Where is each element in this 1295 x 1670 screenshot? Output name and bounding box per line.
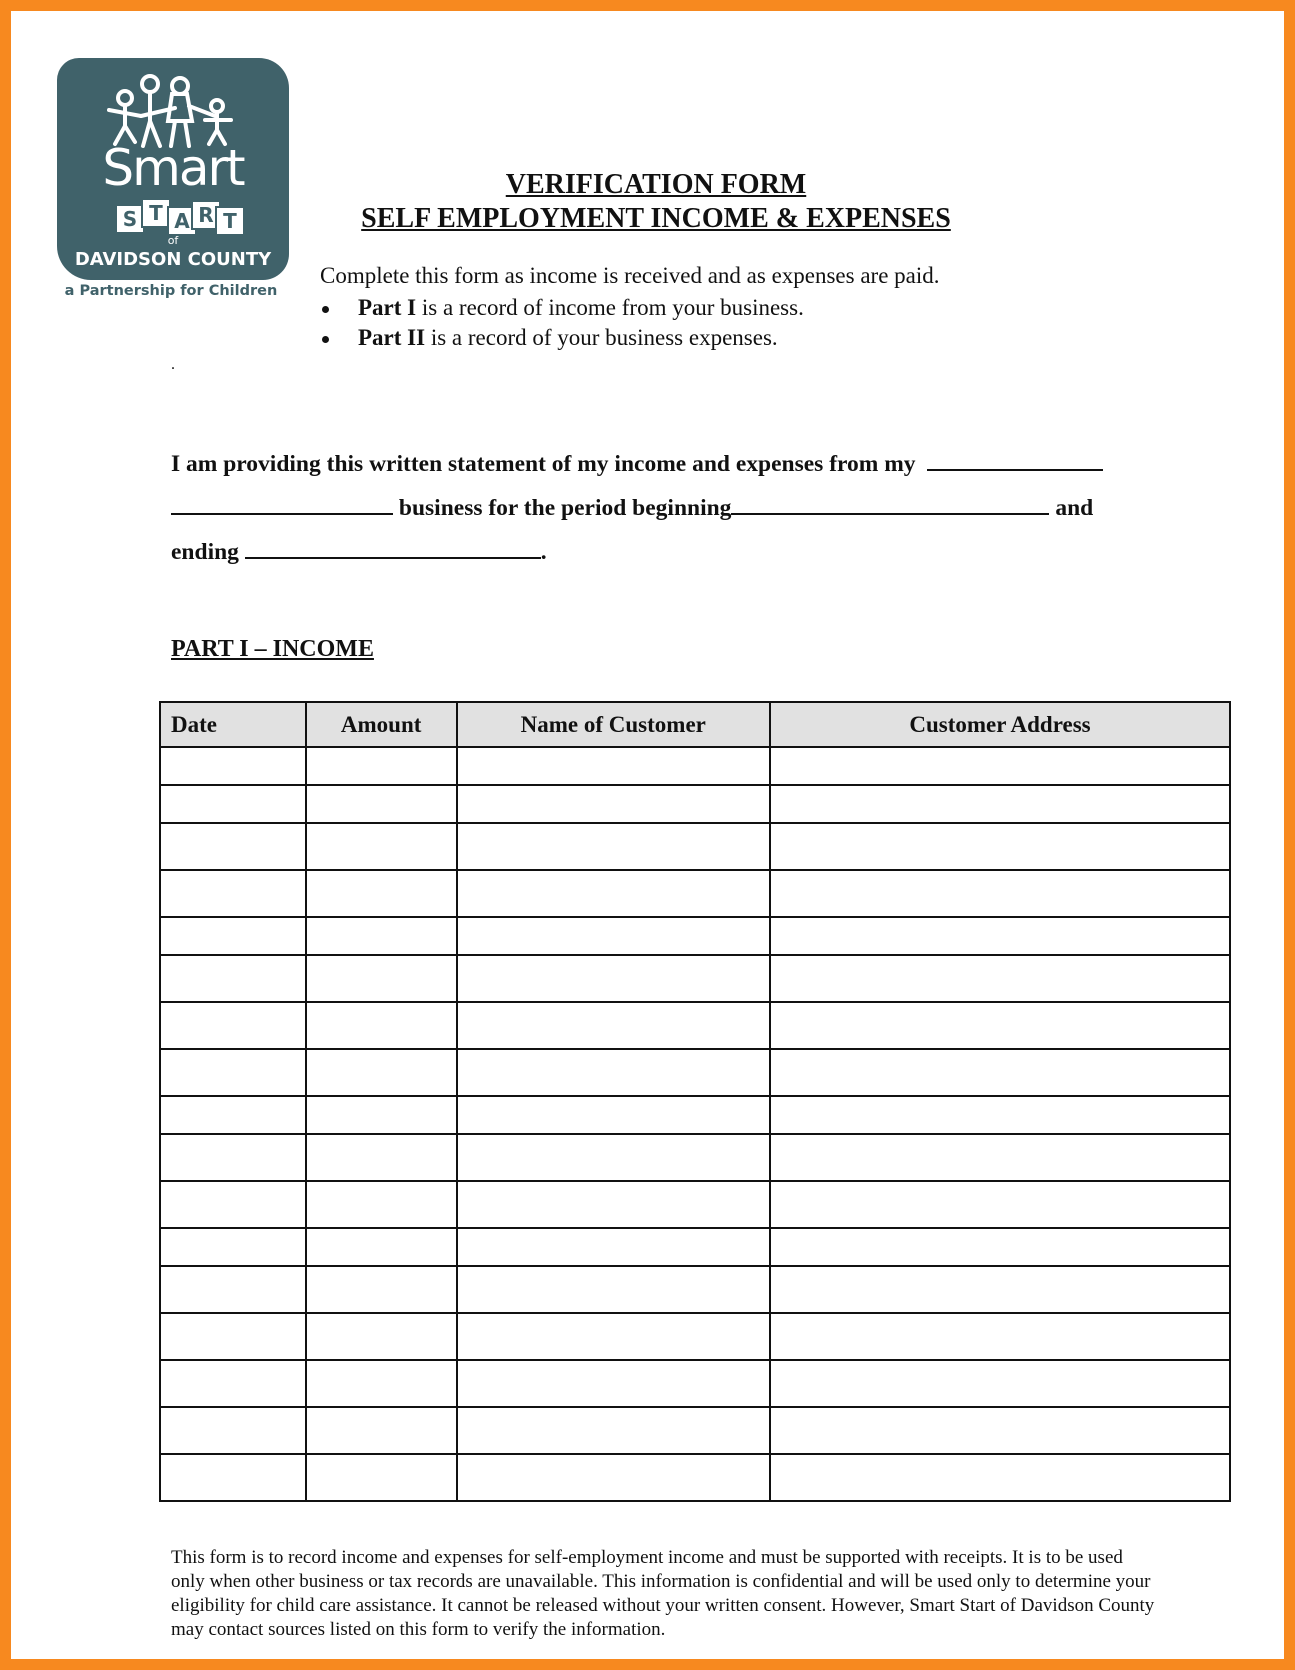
cell-customer-address[interactable] bbox=[770, 747, 1230, 785]
logo-start-blocks bbox=[115, 198, 235, 234]
bullet-part-2-label: Part II bbox=[358, 325, 426, 350]
footer-disclaimer: This form is to record income and expenses for self-employment income and must be supported with receipts. It is to be used only when other business or tax records are unavailable. This information is confidential and will be used only to determine your eligibility for child care assistance. It cannot be released without your written consent. However, Smart Start of Davidson County may contact sources listed on this form to verify the information. bbox=[171, 1547, 1155, 1640]
cell-amount[interactable] bbox=[306, 1096, 457, 1134]
cell-customer-address[interactable] bbox=[770, 1134, 1230, 1181]
cell-amount[interactable] bbox=[306, 1181, 457, 1228]
bullet-part-1 bbox=[320, 293, 804, 323]
table-row bbox=[160, 1407, 1230, 1454]
cell-customer-address[interactable] bbox=[770, 1181, 1230, 1228]
cell-customer-name[interactable] bbox=[457, 1407, 770, 1454]
cell-customer-address[interactable] bbox=[770, 1313, 1230, 1360]
cell-customer-name[interactable] bbox=[457, 1134, 770, 1181]
statement-text-3: ending bbox=[171, 539, 239, 565]
table-row bbox=[160, 955, 1230, 1002]
bullet-part-1-text: is a record of income from your business. bbox=[416, 295, 804, 320]
cell-date[interactable] bbox=[160, 1049, 306, 1096]
cell-customer-name[interactable] bbox=[457, 955, 770, 1002]
logo-county-text: DAVIDSON COUNTY bbox=[74, 249, 272, 270]
cell-customer-name[interactable] bbox=[457, 917, 770, 955]
statement-text-2: business for the period beginning bbox=[393, 495, 732, 521]
cell-customer-name[interactable] bbox=[457, 1181, 770, 1228]
logo-block-t: T bbox=[141, 198, 171, 228]
col-header-customer-name: Name of Customer bbox=[457, 702, 770, 747]
cell-amount[interactable] bbox=[306, 1407, 457, 1454]
table-row bbox=[160, 823, 1230, 870]
cell-amount[interactable] bbox=[306, 1049, 457, 1096]
cell-customer-address[interactable] bbox=[770, 1096, 1230, 1134]
income-table-body bbox=[160, 747, 1230, 1501]
statement-text-and: and bbox=[1049, 495, 1094, 521]
cell-customer-name[interactable] bbox=[457, 823, 770, 870]
cell-customer-address[interactable] bbox=[770, 870, 1230, 917]
cell-amount[interactable] bbox=[306, 747, 457, 785]
statement-period: . bbox=[540, 539, 547, 565]
cell-date[interactable] bbox=[160, 1407, 306, 1454]
logo-smart-text: Smart bbox=[102, 139, 244, 197]
cell-customer-address[interactable] bbox=[770, 1407, 1230, 1454]
table-row bbox=[160, 785, 1230, 823]
logo-block-s: S bbox=[115, 204, 145, 234]
cell-date[interactable] bbox=[160, 1360, 306, 1407]
cell-date[interactable] bbox=[160, 785, 306, 823]
cell-customer-name[interactable] bbox=[457, 870, 770, 917]
cell-amount[interactable] bbox=[306, 1313, 457, 1360]
cell-amount[interactable] bbox=[306, 870, 457, 917]
cell-customer-name[interactable] bbox=[457, 785, 770, 823]
cell-amount[interactable] bbox=[306, 1454, 457, 1501]
cell-amount[interactable] bbox=[306, 1266, 457, 1313]
cell-date[interactable] bbox=[160, 1181, 306, 1228]
cell-amount[interactable] bbox=[306, 1002, 457, 1049]
table-row bbox=[160, 1454, 1230, 1501]
table-row bbox=[160, 1002, 1230, 1049]
cell-amount[interactable] bbox=[306, 823, 457, 870]
cell-customer-name[interactable] bbox=[457, 1096, 770, 1134]
table-row bbox=[160, 747, 1230, 785]
bullet-part-1-label: Part I bbox=[358, 295, 417, 320]
intro-text: Complete this form as income is received and as expenses are paid. bbox=[320, 263, 940, 288]
cell-customer-address[interactable] bbox=[770, 1228, 1230, 1266]
table-row bbox=[160, 1134, 1230, 1181]
table-row bbox=[160, 1266, 1230, 1313]
cell-customer-address[interactable] bbox=[770, 823, 1230, 870]
cell-customer-name[interactable] bbox=[457, 1002, 770, 1049]
cell-amount[interactable] bbox=[306, 917, 457, 955]
business-type-field-cont[interactable] bbox=[171, 491, 393, 515]
income-table bbox=[159, 701, 1231, 1502]
form-subtitle: SELF EMPLOYMENT INCOME & EXPENSES bbox=[361, 203, 951, 234]
cell-customer-name[interactable] bbox=[457, 747, 770, 785]
cell-amount[interactable] bbox=[306, 1360, 457, 1407]
business-type-field[interactable] bbox=[927, 447, 1103, 471]
statement-line-2 bbox=[171, 491, 1171, 522]
cell-date[interactable] bbox=[160, 955, 306, 1002]
period-end-field[interactable] bbox=[245, 535, 541, 559]
cell-customer-address[interactable] bbox=[770, 917, 1230, 955]
cell-customer-address[interactable] bbox=[770, 1360, 1230, 1407]
period-begin-field[interactable] bbox=[731, 491, 1049, 515]
cell-customer-name[interactable] bbox=[457, 1360, 770, 1407]
table-row bbox=[160, 1360, 1230, 1407]
cell-customer-address[interactable] bbox=[770, 1266, 1230, 1313]
table-row bbox=[160, 1228, 1230, 1266]
cell-amount[interactable] bbox=[306, 785, 457, 823]
cell-customer-name[interactable] bbox=[457, 1049, 770, 1096]
part-1-heading: PART I – INCOME bbox=[171, 636, 374, 662]
cell-customer-address[interactable] bbox=[770, 785, 1230, 823]
stray-period: . bbox=[171, 356, 175, 373]
cell-amount[interactable] bbox=[306, 955, 457, 1002]
statement-line-1 bbox=[171, 447, 1171, 478]
income-table-header bbox=[160, 702, 1230, 747]
logo-tagline: a Partnership for Children bbox=[64, 283, 278, 299]
cell-date[interactable] bbox=[160, 1454, 306, 1501]
col-header-amount: Amount bbox=[306, 702, 457, 747]
cell-customer-name[interactable] bbox=[457, 1454, 770, 1501]
table-row bbox=[160, 917, 1230, 955]
col-header-customer-address: Customer Address bbox=[770, 702, 1230, 747]
form-title: VERIFICATION FORM bbox=[505, 169, 807, 200]
bullet-part-2 bbox=[320, 323, 804, 353]
logo-background bbox=[57, 58, 289, 280]
cell-date[interactable] bbox=[160, 1002, 306, 1049]
statement-text-1: I am providing this written statement of my income and expenses from my bbox=[171, 451, 916, 477]
cell-amount[interactable] bbox=[306, 1228, 457, 1266]
cell-date[interactable] bbox=[160, 917, 306, 955]
cell-customer-name[interactable] bbox=[457, 1313, 770, 1360]
cell-customer-address[interactable] bbox=[770, 1049, 1230, 1096]
table-row bbox=[160, 1096, 1230, 1134]
intro-bullet-list bbox=[320, 293, 804, 353]
cell-customer-address[interactable] bbox=[770, 1002, 1230, 1049]
col-header-date: Date bbox=[160, 702, 306, 747]
bullet-part-2-text: is a record of your business expenses. bbox=[425, 325, 778, 350]
cell-customer-address[interactable] bbox=[770, 1454, 1230, 1501]
cell-customer-name[interactable] bbox=[457, 1266, 770, 1313]
cell-date[interactable] bbox=[160, 747, 306, 785]
cell-date[interactable] bbox=[160, 1134, 306, 1181]
cell-date[interactable] bbox=[160, 1096, 306, 1134]
cell-date[interactable] bbox=[160, 823, 306, 870]
cell-date[interactable] bbox=[160, 1266, 306, 1313]
cell-amount[interactable] bbox=[306, 1134, 457, 1181]
statement-line-3 bbox=[171, 535, 1171, 566]
smart-start-logo bbox=[47, 47, 295, 309]
table-row bbox=[160, 1049, 1230, 1096]
table-row bbox=[160, 1181, 1230, 1228]
logo-block-t2: T bbox=[215, 206, 245, 236]
logo-of-text: of bbox=[167, 234, 179, 247]
logo-block-a: A bbox=[167, 206, 197, 236]
table-row bbox=[160, 870, 1230, 917]
cell-customer-address[interactable] bbox=[770, 955, 1230, 1002]
cell-customer-name[interactable] bbox=[457, 1228, 770, 1266]
cell-date[interactable] bbox=[160, 870, 306, 917]
cell-date[interactable] bbox=[160, 1228, 306, 1266]
table-row bbox=[160, 1313, 1230, 1360]
cell-date[interactable] bbox=[160, 1313, 306, 1360]
logo-block-r: R bbox=[191, 200, 221, 230]
